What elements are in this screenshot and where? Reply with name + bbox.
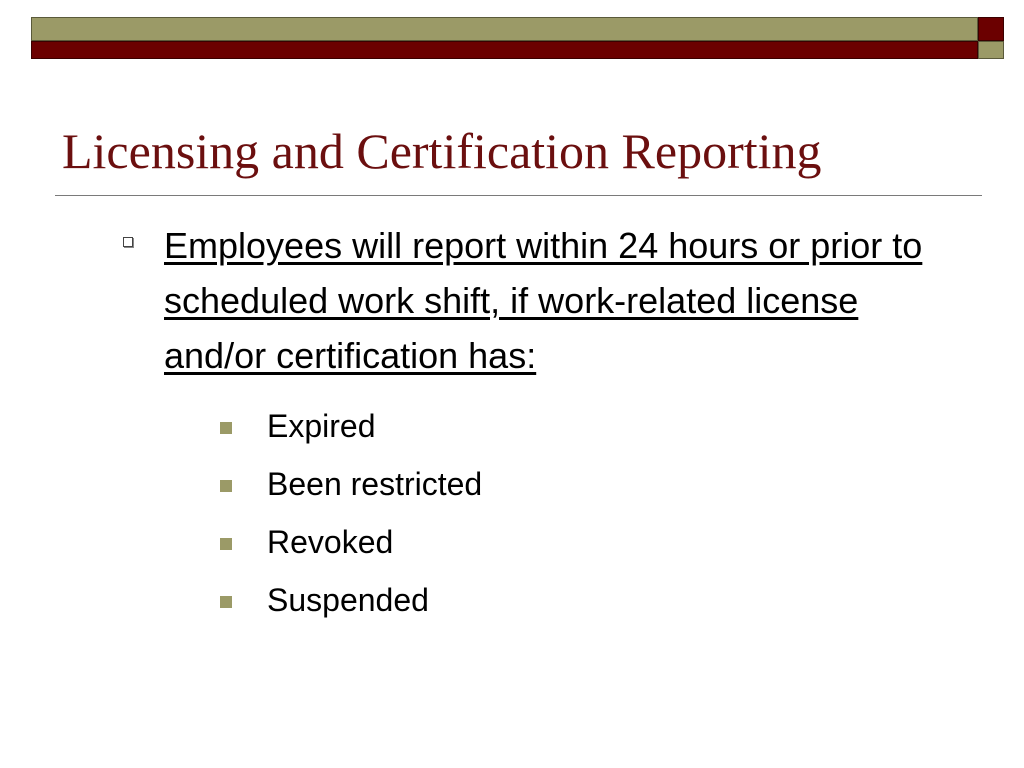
square-bullet-icon [220, 538, 232, 550]
header-bar-maroon [31, 41, 978, 59]
main-bullet-text: Employees will report within 24 hours or prior to scheduled work shift, if work-related license and/or certification has: [164, 225, 923, 376]
square-bullet-icon [220, 422, 232, 434]
header-corner-maroon [978, 17, 1004, 41]
header-bar-olive [31, 17, 978, 41]
square-bullet-icon [220, 596, 232, 608]
square-bullet-icon [220, 480, 232, 492]
sub-bullet-label: Expired [267, 408, 376, 444]
header-corner-olive [978, 41, 1004, 59]
title-divider [55, 195, 982, 196]
hollow-square-bullet-icon [123, 237, 133, 247]
sub-bullet-label: Suspended [267, 582, 429, 618]
slide-title: Licensing and Certification Reporting [62, 123, 822, 179]
sub-bullet-label: Revoked [267, 524, 394, 560]
sub-bullet-label: Been restricted [267, 466, 483, 502]
